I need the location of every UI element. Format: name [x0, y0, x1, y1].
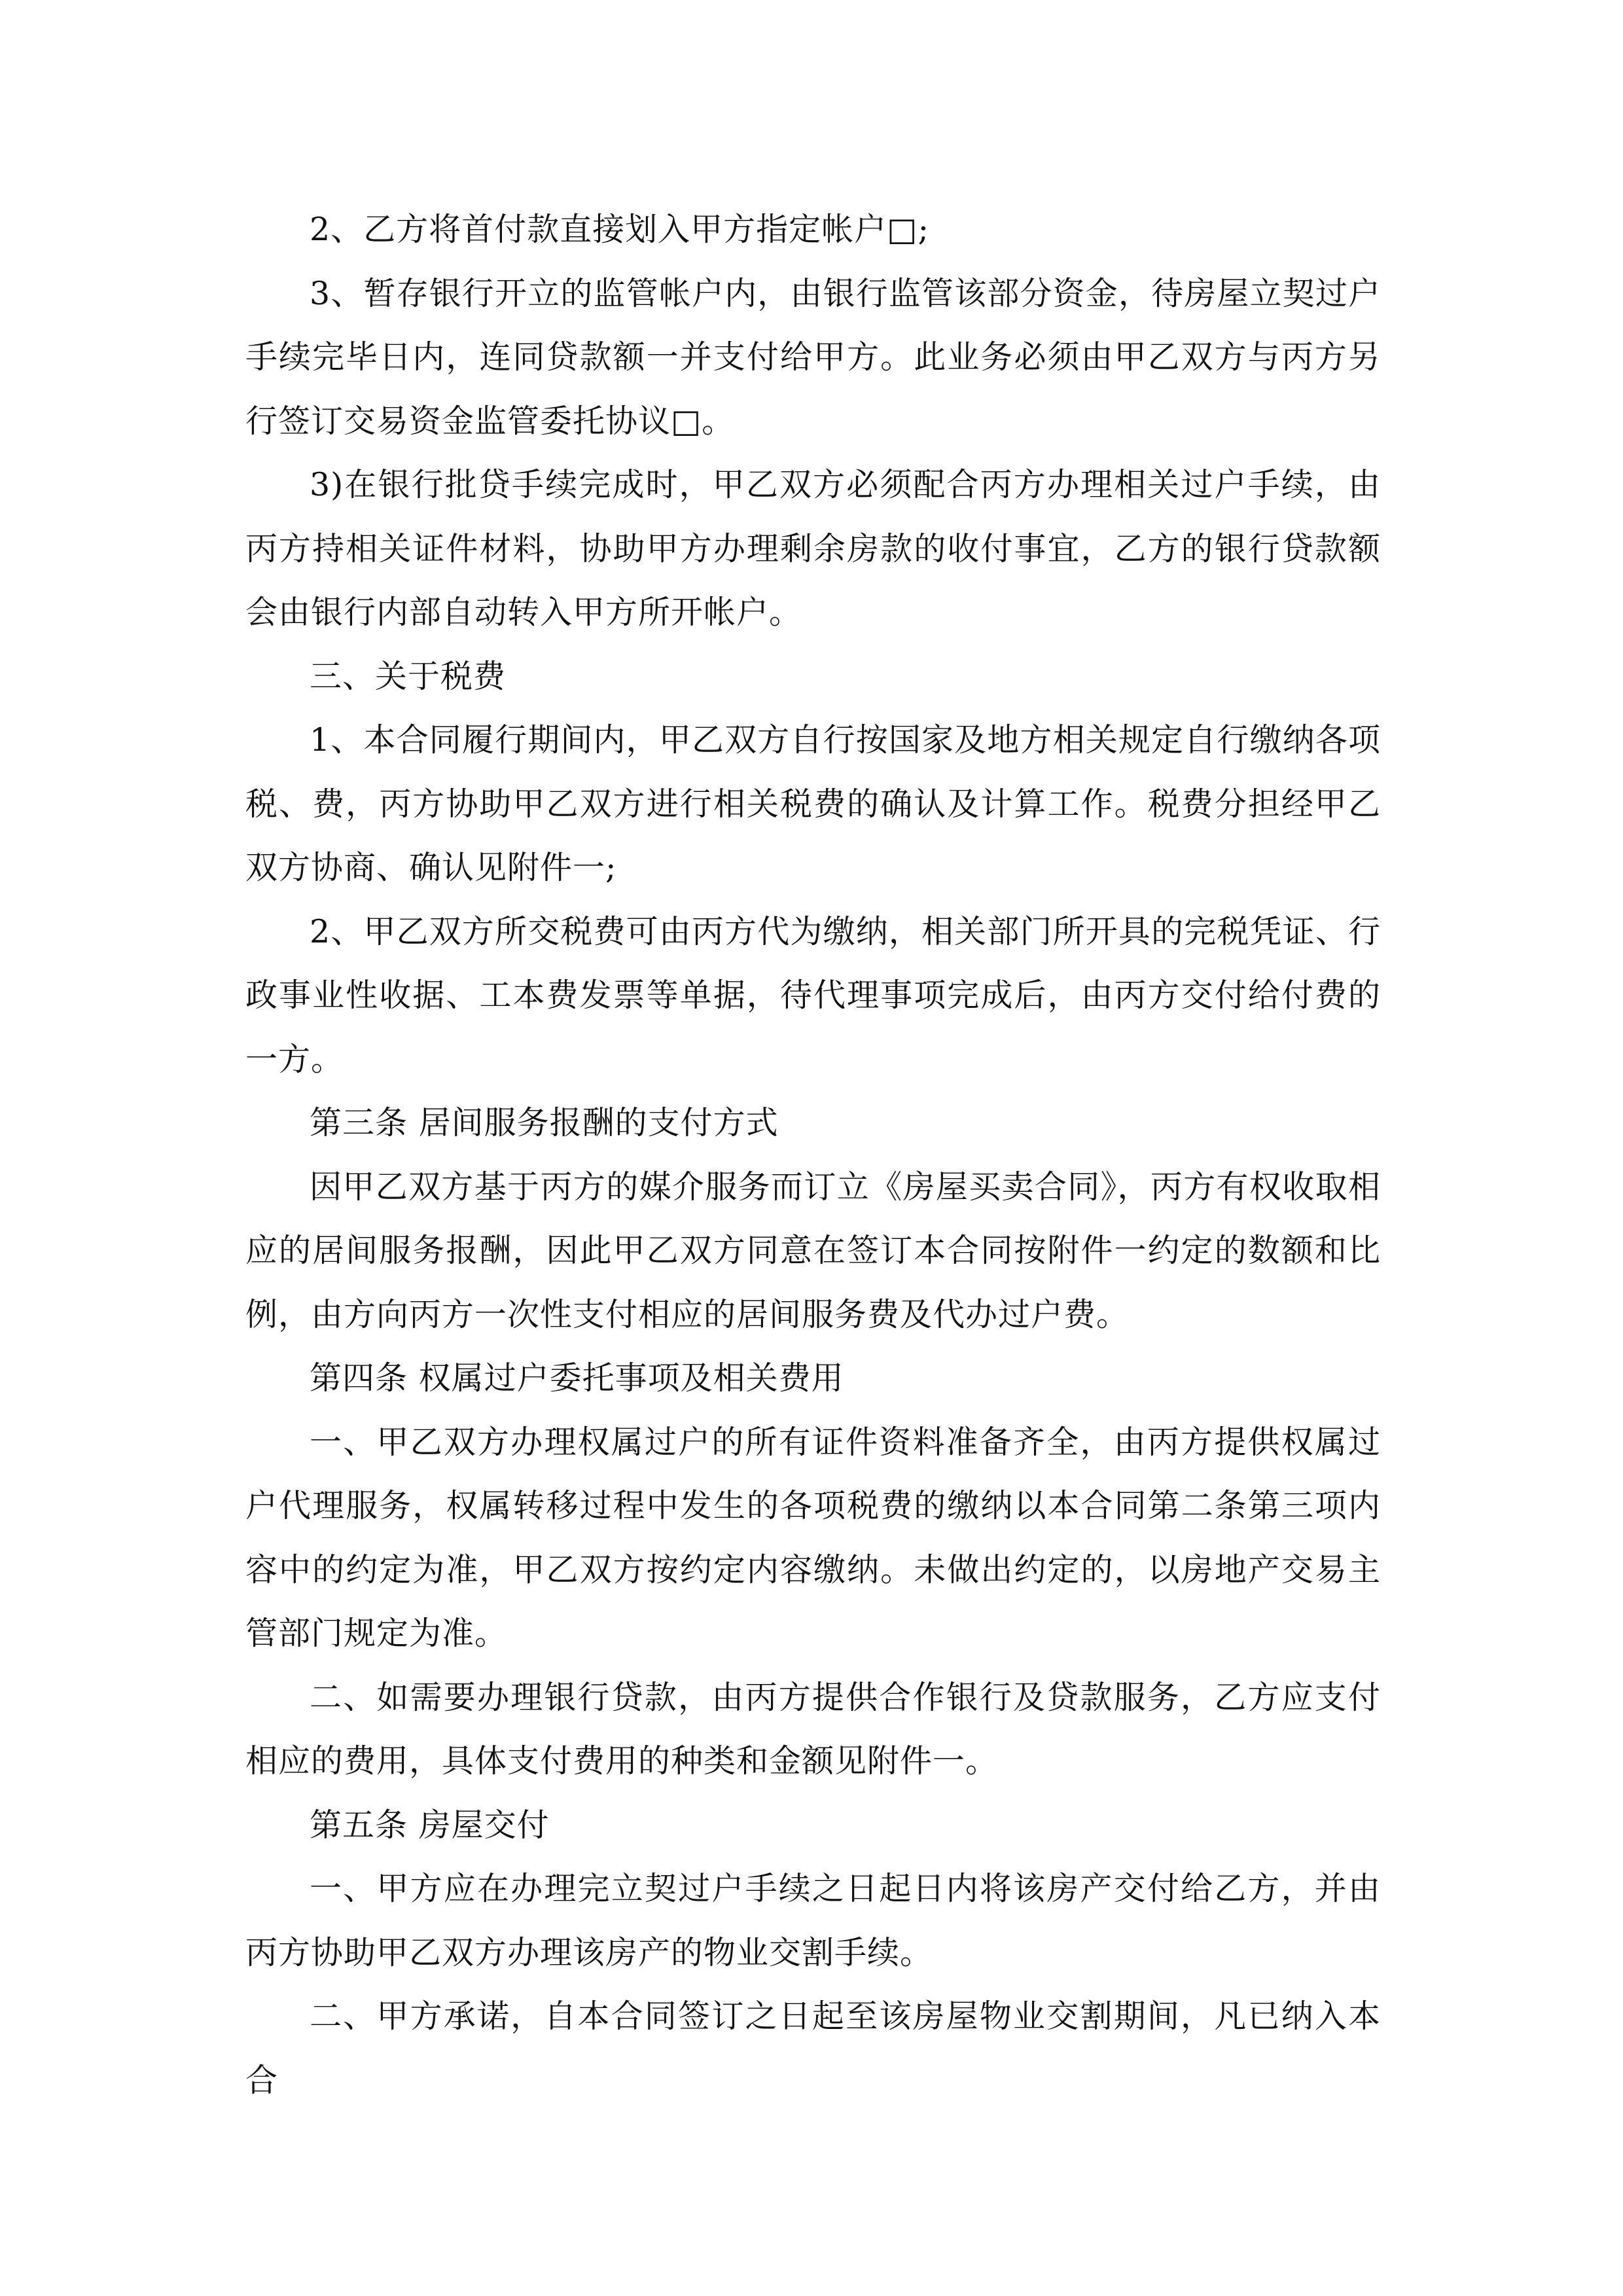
paragraph-article-4-2: 二、如需要办理银行贷款，由丙方提供合作银行及贷款服务，乙方应支付相应的费用，具体支付费用的种类和金额见附件一。 — [245, 1678, 1381, 1780]
paragraph-payment-2: 2、乙方将首付款直接划入甲方指定帐户□; — [310, 211, 929, 248]
paragraph-article-5-2: 二、甲方承诺，自本合同签订之日起至该房屋物业交割期间，凡已纳入本合 — [245, 1998, 1381, 2099]
article-heading-3: 第三条 居间服务报酬的支付方式 — [310, 1104, 779, 1141]
paragraph-article-5-1: 一、甲方应在办理完立契过户手续之日起日内将该房产交付给乙方，并由丙方协助甲乙双方办理该房产的物业交割手续。 — [245, 1870, 1381, 1971]
paragraph-payment-3: 3、暂存银行开立的监管帐户内，由银行监管该部分资金，待房屋立契过户手续完毕日内，连同贷款额一并支付给甲方。此业务必须由甲乙双方与丙方另行签订交易资金监管委托协议□。 — [245, 274, 1381, 440]
paragraph-article-3: 因甲乙双方基于丙方的媒介服务而订立《房屋买卖合同》，丙方有权收取相应的居间服务报酬，因此甲乙双方同意在签订本合同按附件一约定的数额和比例，由方向丙方一次性支付相应的居间服务费及代办过户费。 — [245, 1168, 1381, 1333]
paragraph-taxes-2: 2、甲乙双方所交税费可由丙方代为缴纳，相关部门所开具的完税凭证、行政事业性收据、工本费发票等单据，待代理事项完成后，由丙方交付给付费的一方。 — [245, 912, 1381, 1078]
paragraph-loan-approval: 3)在银行批贷手续完成时，甲乙双方必须配合丙方办理相关过户手续，由丙方持相关证件材料，协助甲方办理剩余房款的收付事宜，乙方的银行贷款额会由银行内部自动转入甲方所开帐户。 — [245, 466, 1381, 631]
document-body — [245, 198, 1381, 2112]
article-heading-5: 第五条 房屋交付 — [310, 1806, 550, 1844]
paragraph-article-4-1: 一、甲乙双方办理权属过户的所有证件资料准备齐全，由丙方提供权属过户代理服务，权属转移过程中发生的各项税费的缴纳以本合同第二条第三项内容中的约定为准，甲乙双方按约定内容缴纳。未做出约定的，以房地产交易主管部门规定为准。 — [245, 1423, 1381, 1652]
paragraph-taxes-1: 1、本合同履行期间内，甲乙双方自行按国家及地方相关规定自行缴纳各项税、费，丙方协助甲乙双方进行相关税费的确认及计算工作。税费分担经甲乙双方协商、确认见附件一; — [245, 721, 1381, 886]
article-heading-4: 第四条 权属过户委托事项及相关费用 — [310, 1359, 844, 1397]
section-heading-taxes: 三、关于税费 — [310, 657, 507, 695]
